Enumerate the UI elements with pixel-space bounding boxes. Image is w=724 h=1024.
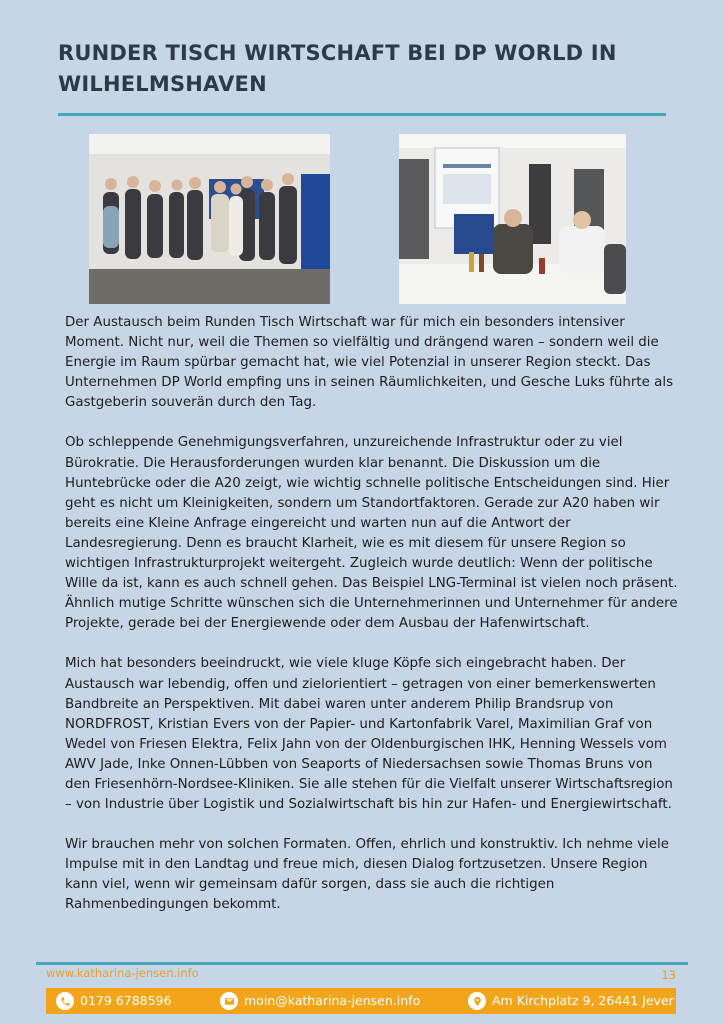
mail-icon — [220, 992, 238, 1010]
article-body — [65, 313, 680, 936]
phone-icon — [56, 992, 74, 1010]
paragraph-3: Mich hat besonders beeindruckt, wie viele kluge Köpfe sich eingebracht haben. Der Austausch war lebendig, offen und zielorientiert – getragen von einer bemerkenswerten Bandbreite an Perspektiven. Mit dabei waren unter anderem Philip Brandsrup von NORDFROST, Kristian Evers von der Papier- und Kartonfabrik Varel, Maximilian Graf von Wedel von Friesen Elektra, Felix Jahn von der Oldenburgischen IHK, Henning Wessels vom AWV Jade, Inke Onnen-Lübben von Seaports of Niedersachsen sowie Thomas Bruns von den Friesenhörn-Nordsee-Kliniken. Sie alle stehen für die Vielfalt unserer Wirtschaftsregion – von Industrie über Logistik und Sozialwirtschaft bis hin zur Hafen- und Energiewirtschaft. — [65, 656, 673, 813]
group-photo — [89, 134, 330, 304]
email-contact[interactable] — [220, 992, 420, 1010]
paragraph-4: Wir brauchen mehr von solchen Formaten. Offen, ehrlich und konstruktiv. Ich nehme viele Impulse mit in den Landtag und freue mich, diesen Dialog fortzusetzen. Unsere Region kann viel, wenn wir gemeinsam dafür sorgen, dass sie auch die richtigen Rahmenbedingungen bekommt. — [65, 837, 669, 913]
paragraph-1: Der Austausch beim Runden Tisch Wirtschaft war für mich ein besonders intensiver Moment. Nicht nur, weil die Themen so vielfältig und drängend waren – sondern weil die Energie im Raum spürbar gemacht hat, wie viel Potenzial in unserer Region steckt. Das Unternehmen DP World empfing uns in seinen Räumlichkeiten, und Gesche Luks führte als Gastgeberin souverän durch den Tag. — [65, 315, 674, 411]
location-pin-icon — [468, 992, 486, 1010]
website-link[interactable]: www.katharina-jensen.info — [46, 966, 199, 980]
contact-bar — [46, 988, 676, 1014]
page-title: RUNDER TISCH WIRTSCHAFT BEI DP WORLD IN WILHELMSHAVEN — [58, 41, 617, 96]
phone-number: 0179 6788596 — [80, 993, 172, 1008]
paragraph-2: Ob schleppende Genehmigungsverfahren, unzureichende Infrastruktur oder zu viel Bürokratie. Die Herausforderungen wurden klar benannt. Die Diskussion um die Huntebrücke oder die A20 zeigt, wie wichtig schnelle politische Entscheidungen sind. Hier geht es nicht um Kleinigkeiten, sondern um Standortfaktoren. Gerade zur A20 haben wir bereits eine Kleine Anfrage eingereicht und warten nun auf die Antwort der Landesregierung. Denn es braucht Klarheit, wie es mit diesem für unsere Region so wichtigen Infrastrukturprojekt weitergeht. Zugleich wurde deutlich: Wenn der politische Wille da ist, kann es auch schnell gehen. Das Beispiel LNG-Terminal ist vielen noch präsent. Ähnlich mutige Schritte wünschen sich die Unternehmerinnen und Unternehmer für andere Projekte, gerade bei der Energiewende oder dem Ausbau der Hafenwirtschaft. — [65, 435, 678, 632]
address-contact — [468, 992, 674, 1010]
phone-contact[interactable] — [56, 992, 171, 1010]
title-divider — [58, 113, 666, 116]
postal-address: Am Kirchplatz 9, 26441 Jever — [492, 993, 674, 1008]
footer-divider — [36, 962, 688, 965]
page-number: 13 — [661, 968, 676, 982]
meeting-photo — [399, 134, 626, 304]
email-address: moin@katharina-jensen.info — [244, 993, 421, 1008]
